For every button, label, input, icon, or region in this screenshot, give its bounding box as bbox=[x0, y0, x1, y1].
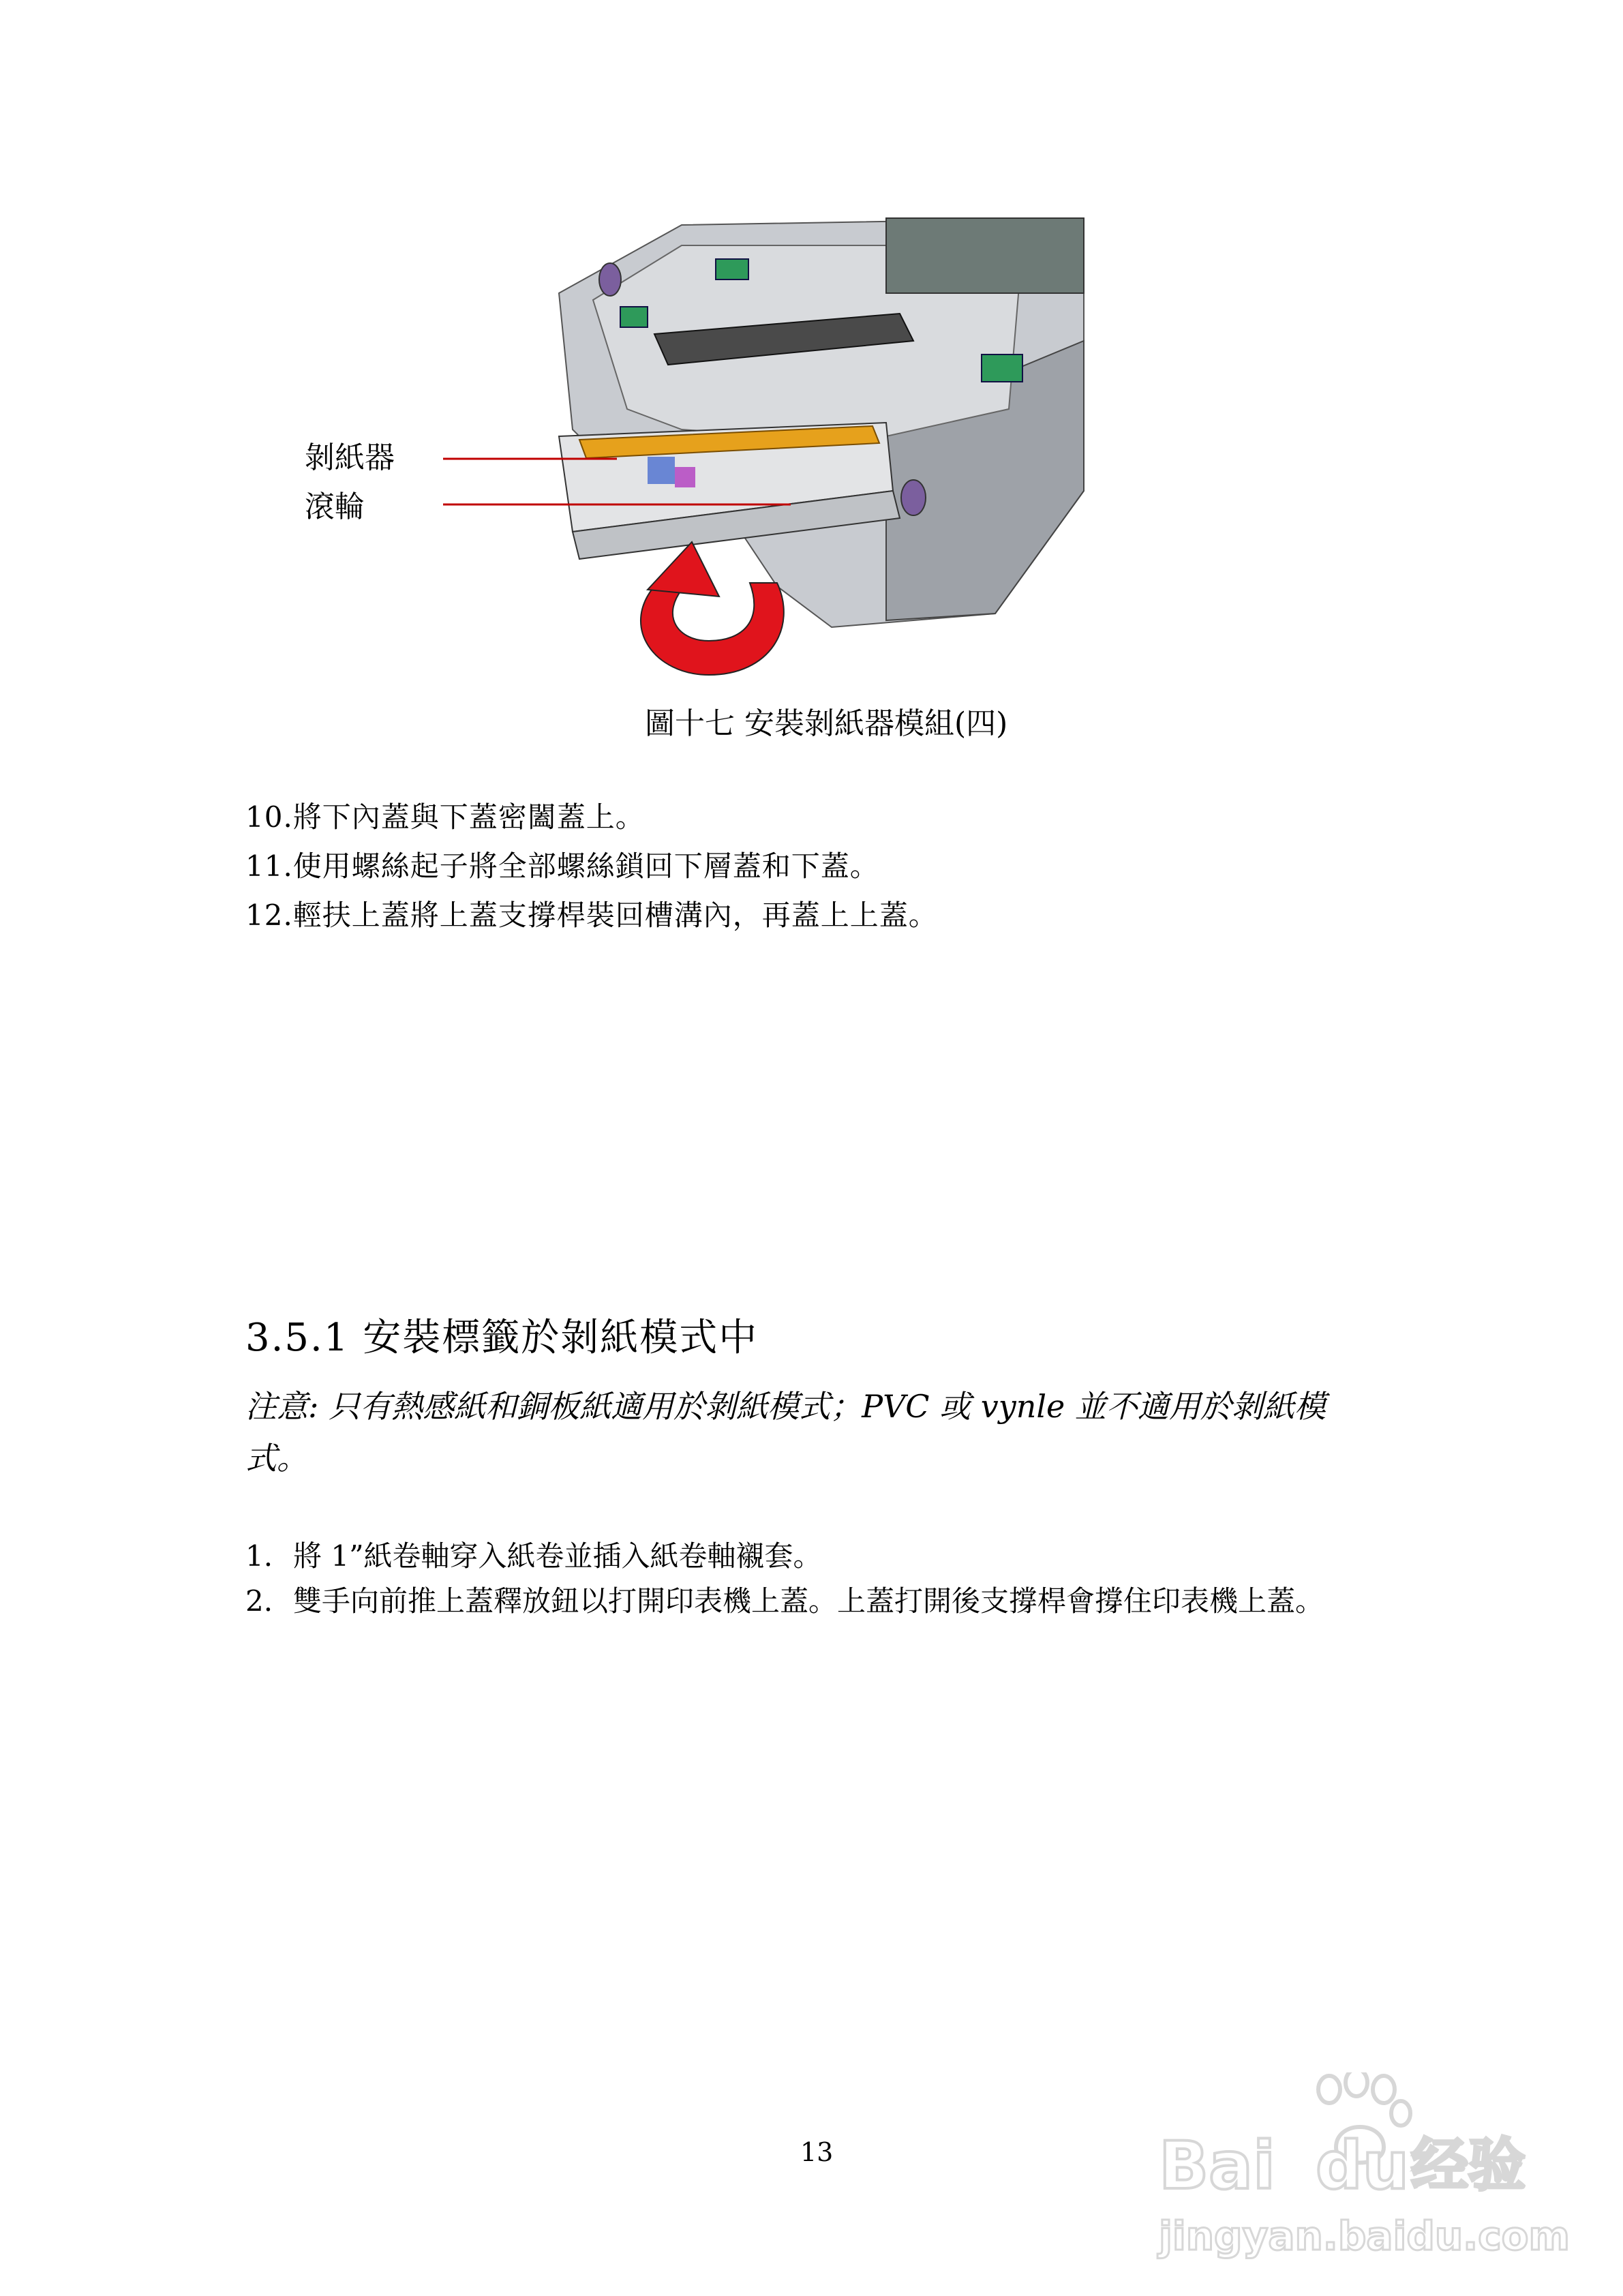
green-latch-2 bbox=[982, 354, 1022, 382]
watermark-url: jingyan.baidu.com bbox=[1159, 2213, 1568, 2259]
list-item bbox=[245, 1579, 1377, 1674]
step-12: 12.輕扶上蓋將上蓋支撐桿裝回槽溝內，再蓋上上蓋。 bbox=[245, 898, 938, 932]
list-item-text: 雙手向前推上蓋釋放鈕以打開印表機上蓋。上蓋打開後支撐桿會撐住印表機上蓋。 bbox=[293, 1584, 1324, 1618]
baidu-jingyan-watermark bbox=[1145, 2072, 1568, 2277]
figure-caption: 圖十七 安裝剝紙器模組(四) bbox=[645, 706, 1008, 741]
watermark-product: 经验 bbox=[1411, 2132, 1526, 2199]
list-item-number: 2. bbox=[245, 1584, 273, 1618]
section-note: 注意: 只有熱感紙和銅板紙適用於剝紙模式；PVC 或 vynle 並不適用於剝紙模式。 bbox=[245, 1388, 1326, 1477]
green-latch-3 bbox=[620, 307, 648, 327]
step-10: 10.將下內蓋與下蓋密闔蓋上。 bbox=[245, 800, 645, 834]
list-item-text: 將 1”紙卷軸穿入紙卷並插入紙卷軸襯套。 bbox=[293, 1539, 822, 1573]
section-heading: 3.5.1 安裝標籤於剝紙模式中 bbox=[245, 1316, 759, 1360]
roller-label: 滾輪 bbox=[305, 489, 365, 524]
green-latch-1 bbox=[716, 259, 748, 280]
list-item bbox=[245, 1534, 1377, 1579]
list-item-number: 1. bbox=[245, 1539, 273, 1573]
page-number: 13 bbox=[800, 2137, 834, 2167]
watermark-brand2: du bbox=[1316, 2128, 1410, 2204]
peeler-label: 剝紙器 bbox=[305, 440, 395, 475]
printer-illustration bbox=[300, 205, 1104, 682]
step-11: 11.使用螺絲起子將全部螺絲鎖回下層蓋和下蓋。 bbox=[245, 849, 879, 883]
watermark-brand: Bai bbox=[1159, 2128, 1275, 2204]
